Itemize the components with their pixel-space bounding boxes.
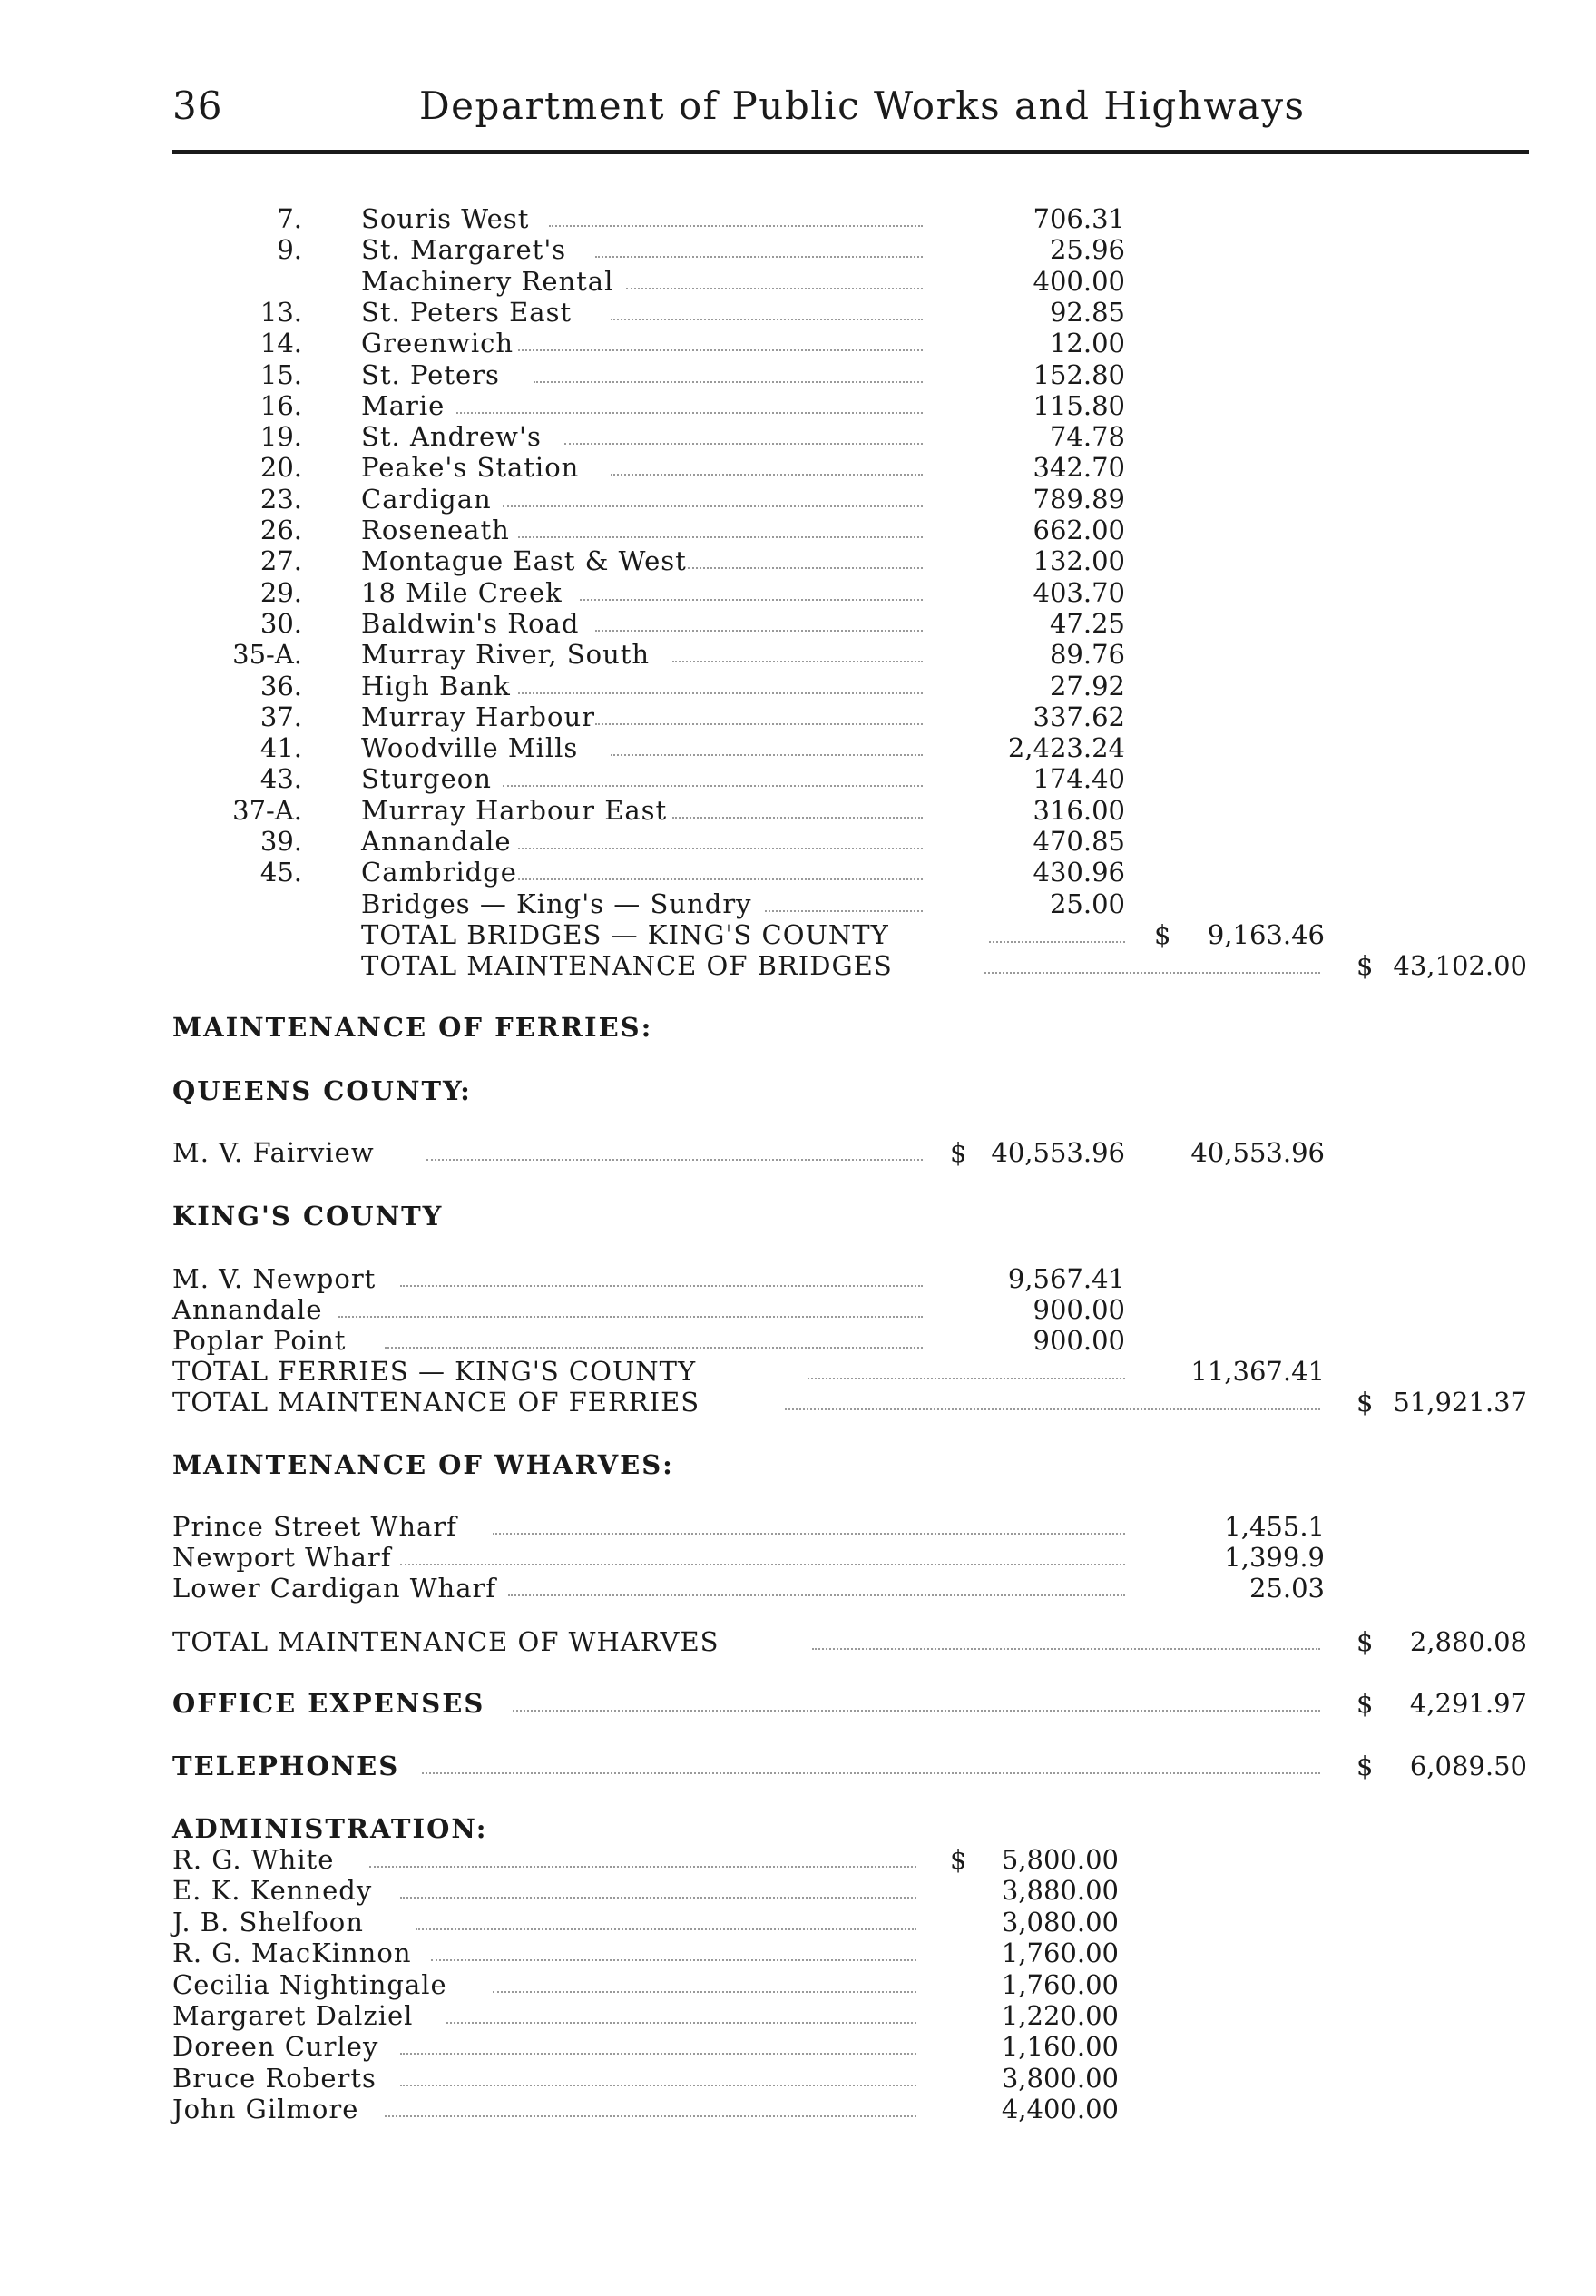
employee-name: Cecilia Nightingale: [172, 1968, 447, 2000]
salary-amount: 4,400.00: [1001, 2094, 1119, 2125]
bridge-name: Bridges — King's — Sundry: [361, 888, 752, 919]
bridge-row: [0, 421, 1596, 452]
bridge-row: [0, 608, 1596, 639]
leader-dots: [422, 1751, 1320, 1774]
ferry-fairview-row: [0, 1137, 1596, 1168]
ferry-name: Annandale: [172, 1294, 323, 1325]
dollar-sign: $: [1356, 1626, 1374, 1657]
bridge-name: Machinery Rental: [361, 266, 614, 297]
page-number: 36: [172, 83, 223, 128]
leader-dots: [595, 608, 923, 632]
item-number: 41.: [259, 732, 302, 763]
ferry-name: M. V. Fairview: [172, 1137, 375, 1168]
grand-total-amount: 51,921.37: [1393, 1387, 1527, 1418]
administration-row: [0, 1969, 1596, 2000]
leader-dots: [456, 390, 923, 414]
salary-amount: 1,220.00: [1001, 2000, 1119, 2031]
administration-row: [0, 2000, 1596, 2031]
dollar-sign: $: [1154, 919, 1171, 950]
employee-name: Margaret Dalziel: [172, 2000, 414, 2031]
item-number: 37.: [259, 702, 302, 732]
bridge-row: [0, 234, 1596, 265]
leader-dots: [431, 1938, 916, 1961]
item-number: 26.: [259, 515, 302, 545]
bridge-amount: 89.76: [1049, 639, 1125, 670]
bridge-row: [0, 577, 1596, 608]
bridge-amount: 316.00: [1033, 795, 1125, 826]
item-number: 16.: [259, 390, 302, 421]
leader-dots: [672, 639, 923, 662]
bridge-amount: 174.40: [1033, 763, 1125, 794]
total-maint-ferries-row: [0, 1387, 1596, 1418]
salary-amount: 5,800.00: [1001, 1844, 1119, 1875]
leader-dots: [518, 515, 923, 538]
bridge-name: 18 Mile Creek: [361, 577, 563, 608]
section-heading-administration: ADMINISTRATION:: [172, 1813, 488, 1844]
employee-name: J. B. Shelfoon: [172, 1906, 364, 1938]
wharf-row: [0, 1573, 1596, 1604]
wharf-amount: 1,399.9: [1224, 1542, 1325, 1573]
bridge-name: Marie: [361, 390, 446, 421]
leader-dots: [493, 1969, 916, 1993]
wharf-amount: 1,455.1: [1224, 1511, 1325, 1542]
bridge-name: Annandale: [361, 826, 512, 857]
bridge-name: Murray River, South: [361, 639, 651, 670]
administration-row: [0, 1875, 1596, 1906]
bridge-amount: 337.62: [1033, 702, 1125, 732]
bridge-row: [0, 702, 1596, 732]
leader-dots: [338, 1294, 923, 1318]
ferry-row: [0, 1325, 1596, 1356]
page-title: Department of Public Works and Highways: [419, 83, 1306, 128]
salary-amount: 1,760.00: [1001, 1938, 1119, 1969]
bridge-name: St. Margaret's: [361, 234, 567, 265]
grand-total-amount: 2,880.08: [1409, 1626, 1527, 1657]
bridge-row: [0, 639, 1596, 670]
section-heading-wharves: MAINTENANCE OF WHARVES:: [172, 1449, 674, 1480]
bridge-amount: 25.96: [1049, 234, 1125, 265]
wharf-name: Newport Wharf: [172, 1542, 392, 1573]
total-maint-wharves-row: [0, 1626, 1596, 1657]
employee-name: John Gilmore: [172, 2094, 359, 2125]
leader-dots: [385, 1325, 923, 1349]
item-number: 36.: [259, 671, 302, 702]
wharf-name: Prince Street Wharf: [172, 1511, 457, 1542]
bridge-amount: 115.80: [1033, 390, 1125, 421]
bridge-row: [0, 390, 1596, 421]
ferry-subtotal: 40,553.96: [1190, 1137, 1325, 1168]
ferry-amount: 9,567.41: [1007, 1263, 1125, 1294]
item-number: 30.: [259, 608, 302, 639]
bridge-amount: 2,423.24: [1007, 732, 1125, 763]
item-number: 9.: [277, 234, 302, 265]
total-amount: 11,367.41: [1190, 1356, 1325, 1387]
salary-amount: 3,880.00: [1001, 1875, 1119, 1907]
bridge-row: [0, 732, 1596, 763]
telephones-label: TELEPHONES: [172, 1751, 400, 1781]
dollar-sign: $: [950, 1137, 967, 1168]
bridge-amount: 47.25: [1049, 608, 1125, 639]
bridge-row: [0, 359, 1596, 390]
bridge-row: [0, 888, 1596, 919]
salary-amount: 1,160.00: [1001, 2031, 1119, 2063]
administration-row: [0, 2063, 1596, 2094]
leader-dots: [400, 1542, 1125, 1565]
bridge-row: [0, 484, 1596, 515]
dollar-sign: $: [1356, 1387, 1374, 1418]
bridge-amount: 400.00: [1033, 266, 1125, 297]
leader-dots: [385, 2094, 916, 2117]
item-number: 15.: [259, 359, 302, 390]
bridge-amount: 27.92: [1049, 671, 1125, 702]
wharf-row: [0, 1542, 1596, 1573]
salary-amount: 3,800.00: [1001, 2062, 1119, 2094]
leader-dots: [989, 919, 1125, 943]
leader-dots: [518, 328, 923, 351]
bridge-row: [0, 515, 1596, 545]
bridge-row: [0, 763, 1596, 794]
item-number: 39.: [259, 826, 302, 857]
bridge-name: Murray Harbour East: [361, 795, 668, 826]
grand-total-amount: 43,102.00: [1393, 950, 1527, 981]
bridge-name: Peake's Station: [361, 452, 580, 483]
total-ferries-kings-row: [0, 1356, 1596, 1387]
office-expenses-label: OFFICE EXPENSES: [172, 1688, 485, 1719]
telephones-row: [0, 1751, 1596, 1781]
item-number: 13.: [259, 297, 302, 328]
employee-name: R. G. MacKinnon: [172, 1938, 412, 1969]
leader-dots: [503, 763, 923, 787]
administration-row: [0, 1907, 1596, 1938]
leader-dots: [611, 297, 923, 320]
item-number: 27.: [259, 545, 302, 576]
salary-amount: 1,760.00: [1001, 1968, 1119, 2000]
bridge-amount: 12.00: [1049, 328, 1125, 358]
ferry-amount: 40,553.96: [991, 1137, 1125, 1168]
administration-row: [0, 1844, 1596, 1875]
bridge-name: Montague East & West: [361, 545, 687, 576]
leader-dots: [518, 826, 923, 849]
bridge-amount: 403.70: [1033, 577, 1125, 608]
bridge-row: [0, 671, 1596, 702]
leader-dots: [400, 2063, 916, 2086]
bridge-amount: 706.31: [1033, 203, 1125, 234]
ferry-name: M. V. Newport: [172, 1263, 377, 1294]
salary-amount: 3,080.00: [1001, 1906, 1119, 1938]
bridge-name: St. Peters East: [361, 297, 573, 328]
leader-dots: [508, 1573, 1125, 1596]
bridge-row: [0, 452, 1596, 483]
administration-row: [0, 2094, 1596, 2124]
leader-dots: [812, 1626, 1320, 1650]
subheading-kings: KING'S COUNTY: [172, 1201, 444, 1231]
bridge-row: [0, 545, 1596, 576]
bridge-name: Cardigan: [361, 484, 492, 515]
grand-total-amount: 6,089.50: [1409, 1751, 1527, 1781]
wharf-name: Lower Cardigan Wharf: [172, 1573, 497, 1604]
bridge-amount: 342.70: [1033, 452, 1125, 483]
bridge-name: St. Peters: [361, 359, 500, 390]
wharf-amount: 25.03: [1248, 1573, 1325, 1604]
bridge-amount: 662.00: [1033, 515, 1125, 545]
employee-name: R. G. White: [172, 1844, 335, 1875]
wharf-row: [0, 1511, 1596, 1542]
leader-dots: [580, 577, 923, 601]
bridge-name: Souris West: [361, 203, 530, 234]
bridge-name: Sturgeon: [361, 763, 492, 794]
subheading-queens: QUEENS COUNTY:: [172, 1075, 472, 1106]
administration-row: [0, 1938, 1596, 1968]
item-number: 45.: [259, 857, 302, 888]
total-label: TOTAL MAINTENANCE OF FERRIES: [172, 1387, 700, 1418]
bridge-amount: 470.85: [1033, 826, 1125, 857]
leader-dots: [808, 1356, 1125, 1379]
leader-dots: [400, 1875, 916, 1899]
bridge-amount: 74.78: [1049, 421, 1125, 452]
total-amount: 9,163.46: [1207, 919, 1325, 950]
item-number: 29.: [259, 577, 302, 608]
ferry-amount: 900.00: [1033, 1294, 1125, 1325]
total-maint-bridges-row: [0, 950, 1596, 981]
leader-dots: [765, 888, 923, 912]
item-number: 19.: [259, 421, 302, 452]
bridge-amount: 25.00: [1049, 888, 1125, 919]
item-number: 43.: [259, 763, 302, 794]
item-number: 14.: [259, 328, 302, 358]
bridge-row: [0, 826, 1596, 857]
item-number: 20.: [259, 452, 302, 483]
leader-dots: [426, 1137, 923, 1161]
bridge-row: [0, 266, 1596, 297]
bridge-amount: 152.80: [1033, 359, 1125, 390]
employee-name: Bruce Roberts: [172, 2062, 377, 2094]
bridge-amount: 789.89: [1033, 484, 1125, 515]
employee-name: E. K. Kennedy: [172, 1875, 373, 1907]
bridge-name: Murray Harbour: [361, 702, 595, 732]
dollar-sign: $: [1356, 1751, 1374, 1781]
administration-row: [0, 2031, 1596, 2062]
section-heading-ferries: MAINTENANCE OF FERRIES:: [172, 1012, 653, 1043]
leader-dots: [534, 359, 923, 383]
leader-dots: [595, 234, 923, 258]
ferry-row: [0, 1294, 1596, 1325]
leader-dots: [446, 2000, 916, 2024]
leader-dots: [595, 702, 923, 725]
leader-dots: [549, 203, 923, 227]
total-bridges-kings-row: [0, 919, 1596, 950]
item-number: 7.: [277, 203, 302, 234]
bridge-row: [0, 203, 1596, 234]
leader-dots: [400, 2031, 916, 2055]
bridge-name: Woodville Mills: [361, 732, 579, 763]
header-rule: [172, 150, 1529, 154]
dollar-sign: $: [1356, 950, 1374, 981]
leader-dots: [564, 421, 923, 445]
leader-dots: [400, 1263, 923, 1287]
bridge-name: Baldwin's Road: [361, 608, 580, 639]
leader-dots: [369, 1844, 916, 1868]
employee-name: Doreen Curley: [172, 2031, 379, 2063]
leader-dots: [672, 795, 923, 819]
total-label: TOTAL BRIDGES — KING'S COUNTY: [361, 919, 889, 950]
bridge-name: Roseneath: [361, 515, 510, 545]
bridge-row: [0, 795, 1596, 826]
leader-dots: [493, 1511, 1125, 1535]
leader-dots: [611, 452, 923, 476]
ferry-name: Poplar Point: [172, 1325, 347, 1356]
ferry-row: [0, 1263, 1596, 1294]
leader-dots: [518, 671, 923, 694]
leader-dots: [416, 1907, 916, 1930]
item-number: 23.: [259, 484, 302, 515]
dollar-sign: $: [1356, 1688, 1374, 1719]
total-label: TOTAL MAINTENANCE OF BRIDGES: [361, 950, 893, 981]
leader-dots: [518, 857, 923, 880]
bridge-amount: 92.85: [1049, 297, 1125, 328]
bridge-name: St. Andrew's: [361, 421, 542, 452]
bridge-row: [0, 857, 1596, 888]
item-number: 37-A.: [232, 795, 302, 826]
total-label: TOTAL FERRIES — KING'S COUNTY: [172, 1356, 697, 1387]
leader-dots: [513, 1688, 1320, 1712]
total-label: TOTAL MAINTENANCE OF WHARVES: [172, 1626, 720, 1657]
bridge-name: High Bank: [361, 671, 511, 702]
office-expenses-row: [0, 1688, 1596, 1719]
bridge-amount: 430.96: [1033, 857, 1125, 888]
leader-dots: [626, 266, 923, 289]
leader-dots: [611, 732, 923, 756]
item-number: 35-A.: [232, 639, 302, 670]
bridge-row: [0, 297, 1596, 328]
leader-dots: [984, 950, 1320, 974]
dollar-sign: $: [950, 1844, 967, 1875]
bridge-amount: 132.00: [1033, 545, 1125, 576]
page-header: [172, 83, 1529, 138]
bridge-name: Greenwich: [361, 328, 514, 358]
leader-dots: [688, 545, 923, 569]
bridge-row: [0, 328, 1596, 358]
bridge-name: Cambridge: [361, 857, 517, 888]
ferry-amount: 900.00: [1033, 1325, 1125, 1356]
leader-dots: [785, 1387, 1320, 1410]
leader-dots: [503, 484, 923, 507]
grand-total-amount: 4,291.97: [1409, 1688, 1527, 1719]
